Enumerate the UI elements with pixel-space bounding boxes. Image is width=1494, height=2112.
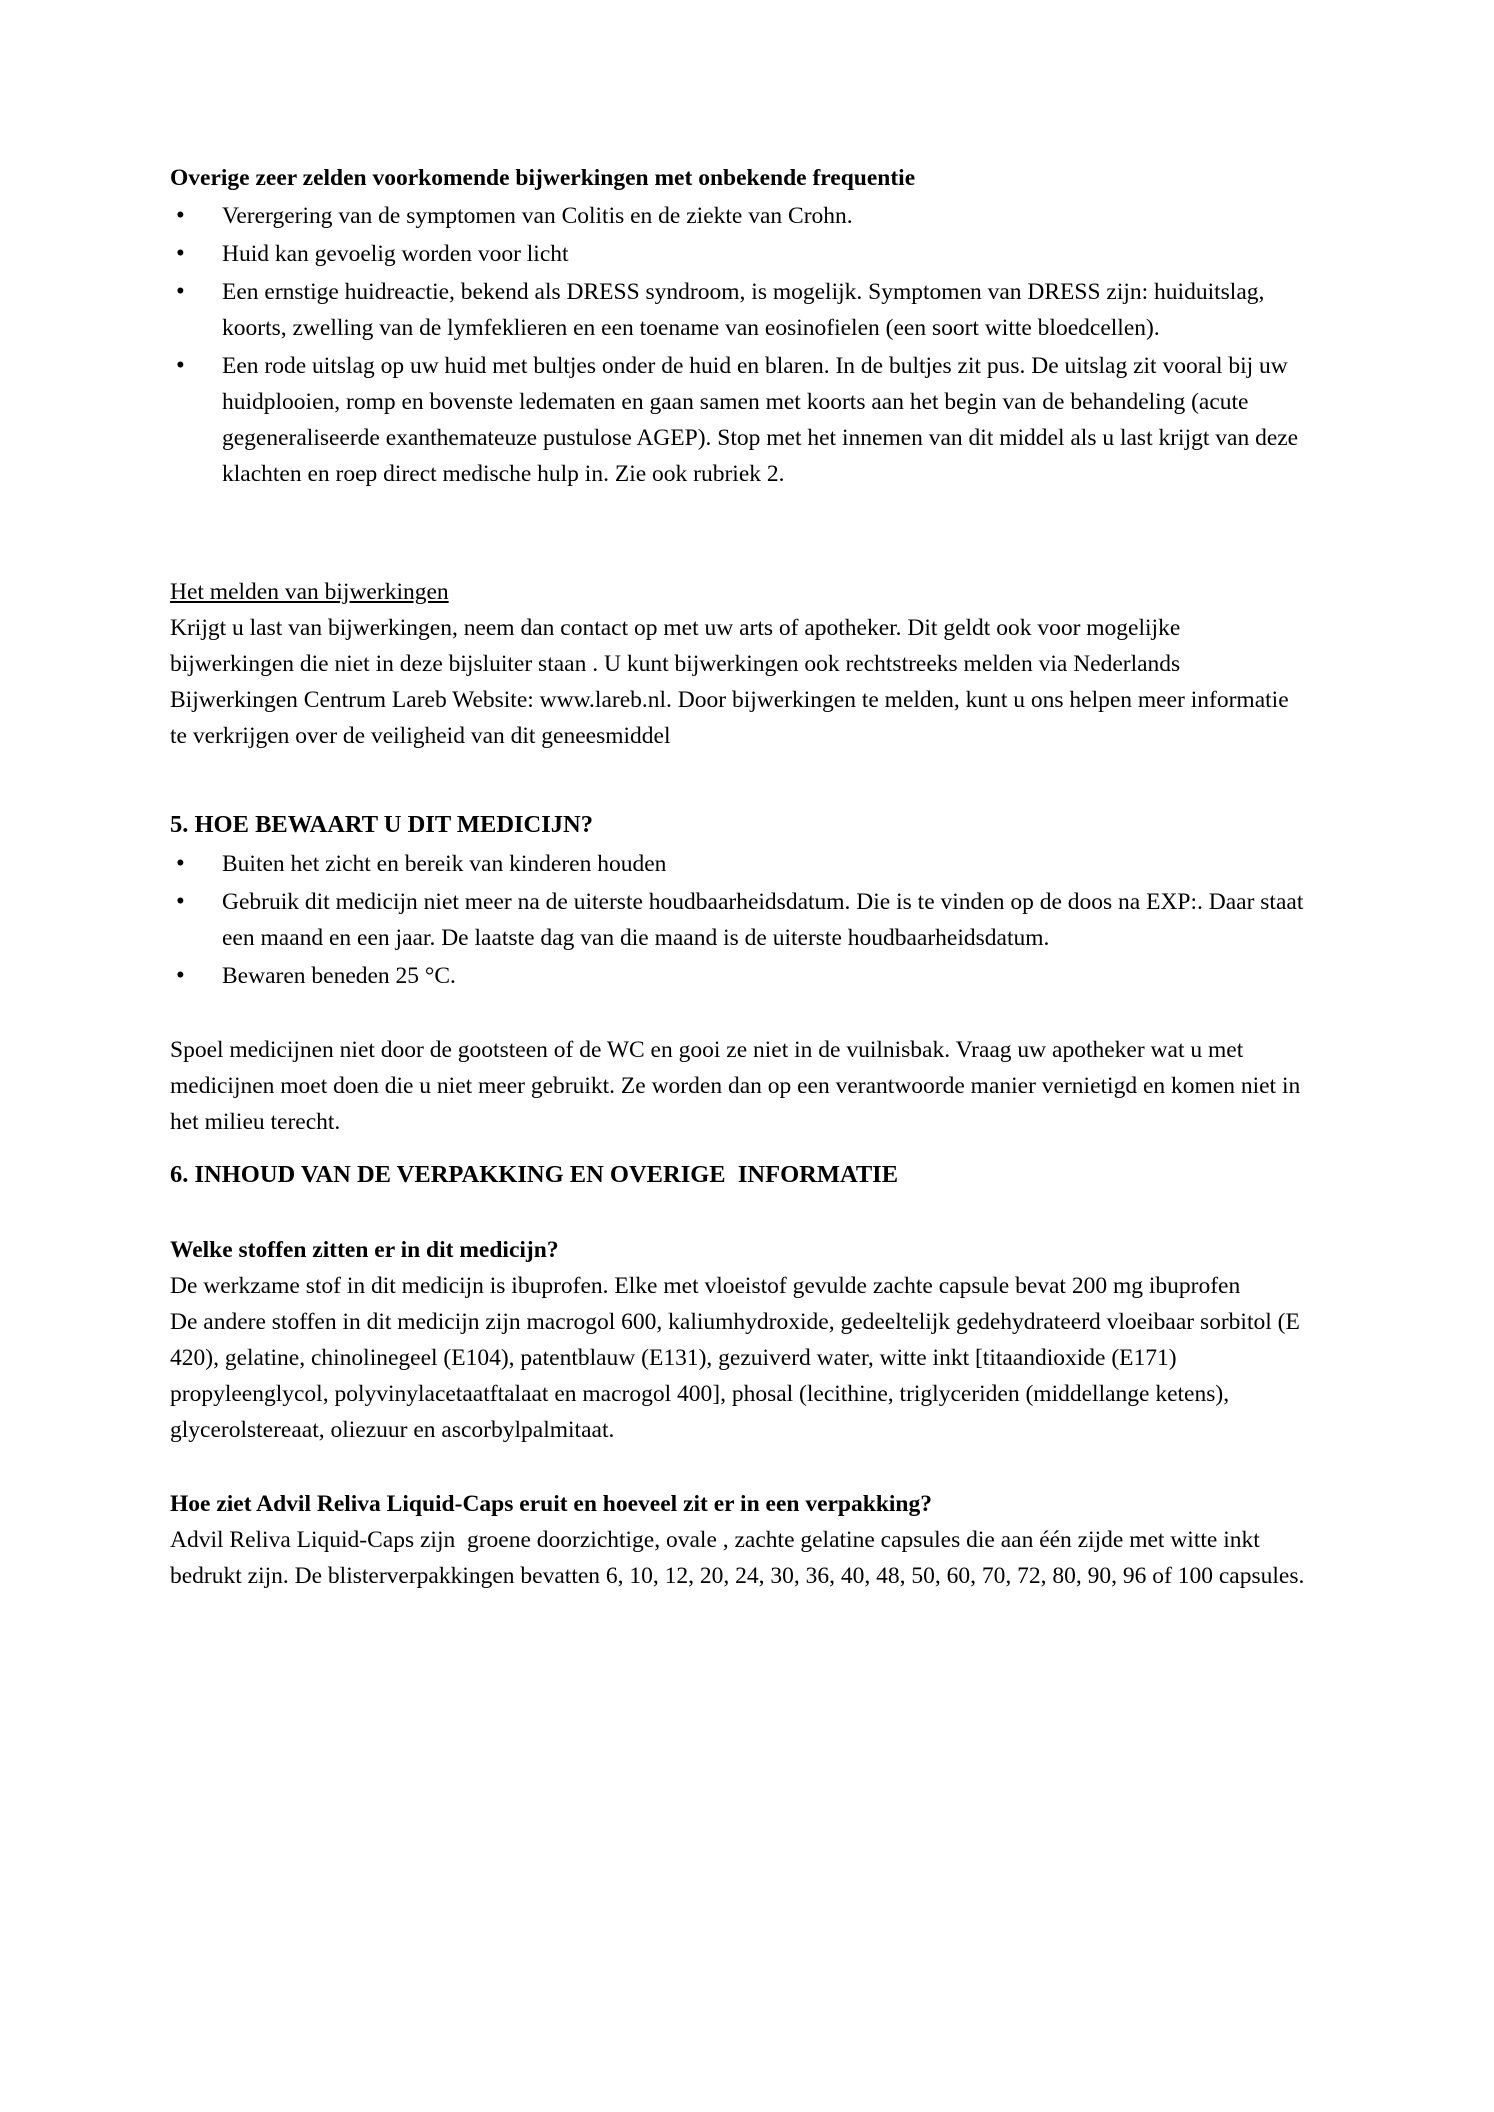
bullet-item: • Bewaren beneden 25 °C. bbox=[170, 958, 1310, 994]
side-effects-heading: Overige zeer zelden voorkomende bijwerkingen met onbekende frequentie bbox=[170, 165, 916, 191]
bullet-item: • Een rode uitslag op uw huid met bultjes onder de huid en blaren. In de bultjes zit pus. De uitslag zit vooral bij uw huidplooien, romp en bovenste ledematen en gaan samen met koorts aan het begin van de behandeling (acute gegeneraliseerde exanthemateuze pustulose AGEP). Stop met het innemen van dit middel als u last krijgt van deze klachten en roep direct medische hulp in. Zie ook rubriek 2. bbox=[170, 348, 1310, 492]
side-effects-bullet-list bbox=[170, 198, 1310, 492]
other-substances-paragraph: De andere stoffen in dit medicijn zijn macrogol 600, kaliumhydroxide, gedeeltelijk gedehydrateerd vloeibaar sorbitol (E 420), gelatine, chinolinegeel (E104), patentblauw (E131), gezuiverd water, witte inkt [titaandioxide (E171) propyleenglycol, polyvinylacetaatftalaat en macrogol 400], phosal (lecithine, triglyceriden (middellange ketens), glycerolstereaat, oliezuur en ascorbylpalmitaat. bbox=[170, 1309, 1306, 1443]
reporting-heading: Het melden van bijwerkingen bbox=[170, 579, 449, 605]
active-substance-paragraph: De werkzame stof in dit medicijn is ibuprofen. Elke met vloeistof gevulde zachte capsule bevat 200 mg ibuprofen bbox=[170, 1273, 1241, 1299]
storage-section-heading: 5. HOE BEWAART U DIT MEDICIJN? bbox=[170, 811, 593, 838]
ingredients-heading: Welke stoffen zitten er in dit medicijn? bbox=[170, 1237, 559, 1263]
appearance-block bbox=[170, 1486, 1310, 1594]
bullet-item: • Een ernstige huidreactie, bekend als DRESS syndroom, is mogelijk. Symptomen van DRESS zijn: huiduitslag, koorts, zwelling van de lymfeklieren en een toename van eosinofielen (een soort witte bloedcellen). bbox=[170, 274, 1310, 346]
bullet-item: • Gebruik dit medicijn niet meer na de uiterste houdbaarheidsdatum. Die is te vinden op de doos na EXP:. Daar staat een maand en een jaar. De laatste dag van die maand is de uiterste houdbaarheidsdatum. bbox=[170, 884, 1310, 956]
contents-section-heading: 6. INHOUD VAN DE VERPAKKING EN OVERIGE INFORMATIE bbox=[170, 1161, 899, 1188]
appearance-heading: Hoe ziet Advil Reliva Liquid-Caps eruit en hoeveel zit er in een verpakking? bbox=[170, 1491, 932, 1517]
storage-bullet-list bbox=[170, 846, 1310, 994]
reporting-paragraph: Krijgt u last van bijwerkingen, neem dan contact op met uw arts of apotheker. Dit geldt ook voor mogelijke bijwerkingen die niet in deze bijsluiter staan . U kunt bijwerkingen ook rechtstreeks melden via Nederlands Bijwerkingen Centrum Lareb Website: www.lareb.nl. Door bijwerkingen te melden, kunt u ons helpen meer informatie te verkrijgen over de veiligheid van dit geneesmiddel bbox=[170, 615, 1295, 749]
section-contents bbox=[170, 1156, 1310, 1594]
section-reporting bbox=[170, 574, 1310, 754]
section-storage bbox=[170, 806, 1310, 1140]
section-side-effects bbox=[170, 160, 1310, 492]
disposal-paragraph: Spoel medicijnen niet door de gootsteen of de WC en gooi ze niet in de vuilnisbak. Vraag uw apotheker wat u met medicijnen moet doen die u niet meer gebruikt. Ze worden dan op een verantwoorde manier vernietigd en komen niet in het milieu terecht. bbox=[170, 1037, 1307, 1135]
bullet-item: • Huid kan gevoelig worden voor licht bbox=[170, 236, 1310, 272]
ingredients-block bbox=[170, 1232, 1310, 1448]
bullet-item: • Verergering van de symptomen van Colitis en de ziekte van Crohn. bbox=[170, 198, 1310, 234]
bullet-item: • Buiten het zicht en bereik van kinderen houden bbox=[170, 846, 1310, 882]
appearance-paragraph: Advil Reliva Liquid-Caps zijn groene doorzichtige, ovale , zachte gelatine capsules die aan één zijde met witte inkt bedrukt zijn. De blisterverpakkingen bevatten 6, 10, 12, 20, 24, 30, 36, 40, 48, 50, 60, 70, 72, 80, 90, 96 of 100 capsules. bbox=[170, 1527, 1305, 1589]
